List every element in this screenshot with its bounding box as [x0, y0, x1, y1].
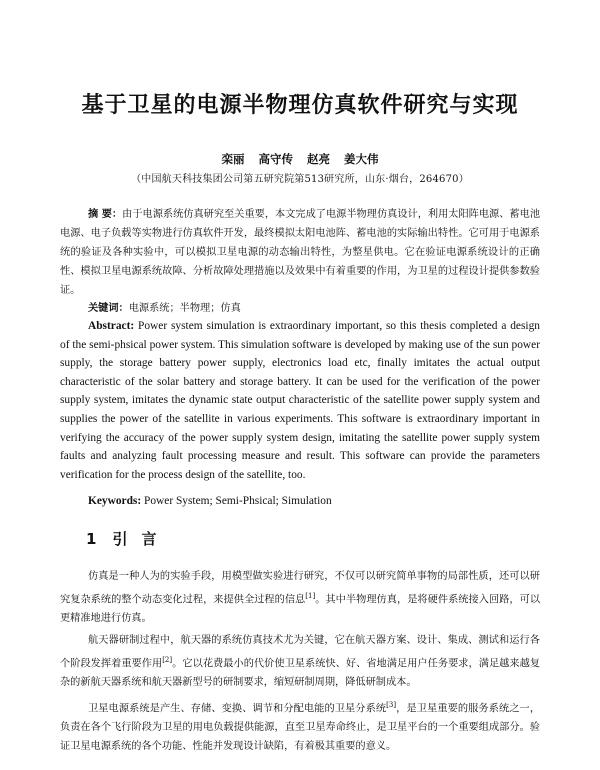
keywords-chinese-label: 关键词： [88, 302, 129, 314]
author-affiliation: （中国航天科技集团公司第五研究院第513研究所，山东·烟台，264670） [131, 174, 469, 185]
abstract-chinese [60, 205, 540, 300]
abstract-english-label: Abstract: [88, 320, 135, 332]
abstract-chinese-text: 由于电源系统仿真研究至关重要，本文完成了电源半物理仿真设计，利用太阳阵电源、蓄电池电源、电子负载等实物进行仿真软件开发，最终模拟太阳电池阵、蓄电池的实际输出特性。它可用于电源系统的验证及各种实验中，可以模拟卫星电源的动态输出特性，为整星供电。它在验证电源系统设计的正确性、模拟卫星电源系统故障、分析故障处理措施以及效果中有着重要的作用，为卫星的过程设计提供参数验证。 [60, 209, 541, 296]
body-paragraph [60, 568, 540, 628]
section-heading [86, 528, 170, 549]
paragraph-text: 。它以花费最小的代价使卫星系统快、好、省地满足用户任务要求，满足越来越复杂的新航天器系统和航天器新型号的研制要求，缩短研制周期，降低研制成本。 [60, 658, 541, 688]
body-text [60, 568, 540, 761]
citation-ref: [3] [386, 701, 397, 710]
abstract-chinese-label: 摘 要： [88, 208, 123, 220]
citation-ref: [1] [305, 591, 316, 600]
section-title: 引言 [112, 530, 171, 548]
abstract-english [60, 317, 540, 484]
paragraph-text: 卫星电源系统是产生、存储、变换、调节和分配电能的卫星分系统 [88, 703, 387, 715]
paragraph-text: ，是卫星重要的服务系统之一，负责在各个飞行阶段为卫星的用电负载提供能源，直至卫星寿命终止，是卫星平台的一个重要组成部分。验证卫星电源系统的各个功能、性能并发现设计缺陷，有着极其重要的意义。 [60, 703, 541, 752]
paragraph-text: 。其中半物理仿真，是将硬件系统接入回路，可以更精准地进行仿真。 [60, 593, 541, 624]
keywords-english-label: Keywords: [88, 495, 142, 507]
author-list: 栾丽 高守传 赵亮 姜大伟 [221, 152, 379, 166]
abstract-english-text: Power system simulation is extraordinary important, so this thesis completed a design of the semi-phsical power system. This simulation software is developed by making use of the sun power supply, the storage battery power supply, electronics load etc, finally imitates the actual output characteristic of the solar battery and storage battery. It can be used for the verification of the power supply system, imitates the dynamic state output characteristic of the satellite power supply system and supplies the power of the satellite in various experiments. This software is extraordinary important in verifying the accuracy of the power supply system design, imitating the satellite power supply system faults and analyzing fault processing measure and result. This software can provide the parameters verification for the process design of the satellite, too. [60, 320, 540, 481]
paragraph-text: 航天器研制过程中，航天器的系统仿真技术尤为关键，它在航天器方案、设计、集成、测试和运行各个阶段发挥着重要作用 [60, 635, 540, 670]
keywords-chinese-text: 电源系统；半物理；仿真 [128, 303, 241, 314]
section-number: 1 [86, 530, 97, 548]
paper-title: 基于卫星的电源半物理仿真软件研究与实现 [81, 93, 519, 118]
keywords-english-text: Power System; Semi-Phsical; Simulation [144, 495, 332, 507]
body-paragraph [60, 696, 540, 756]
paragraph-text: 仿真是一种人为的实验手段，用模型做实验进行研究，不仅可以研究简单事物的局部性质，还可以研究复杂系统的整个动态变化过程，来提供全过程的信息 [60, 571, 540, 605]
keywords-chinese [88, 299, 540, 318]
body-paragraph [60, 632, 540, 692]
keywords-english [88, 492, 540, 510]
citation-ref: [2] [162, 655, 173, 664]
